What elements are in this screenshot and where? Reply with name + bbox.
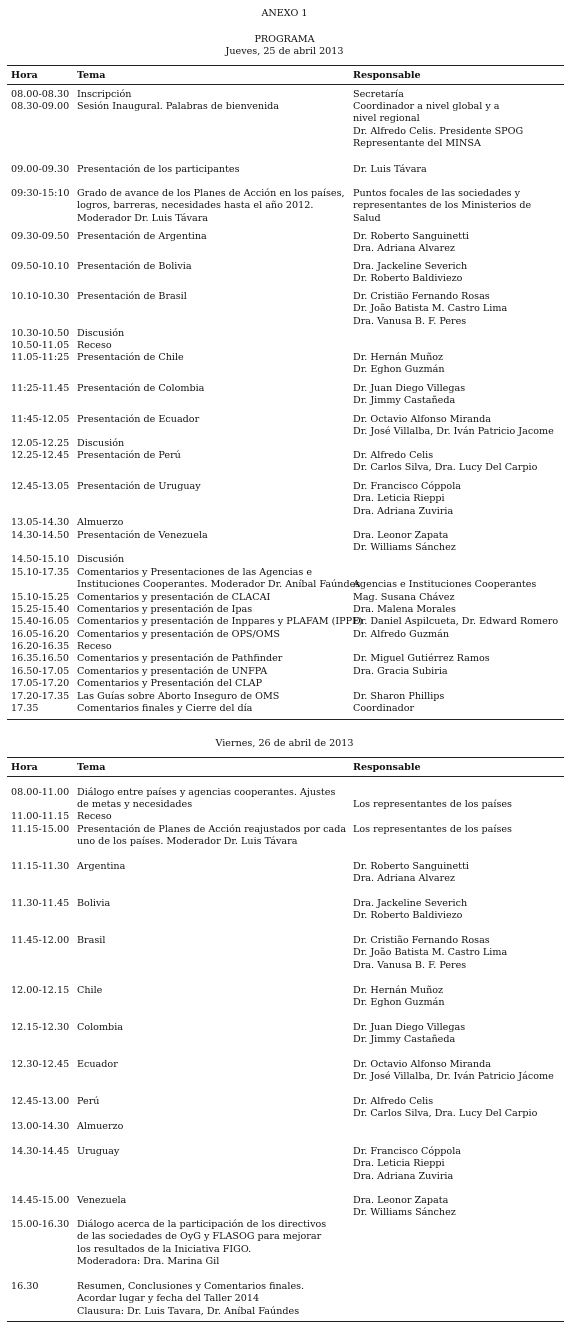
topic-cell (77, 383, 349, 395)
time-cell: 15.40-16.05 (11, 616, 70, 627)
topic-line: Presentación de Venezuela (77, 530, 208, 541)
responsible-cell (353, 231, 565, 256)
responsible-line: Dr. Hernán Muñoz (353, 985, 444, 996)
time-cell: 13.05-14.30 (11, 517, 70, 528)
topic-line: Instituciones Cooperantes. Moderador Dr. Aníbal Faúndes (77, 579, 361, 591)
topic-line: Uruguay (77, 1146, 120, 1157)
responsible-line: Dr. Juan Diego Villegas (353, 1022, 466, 1033)
responsible-line: Dr. Alfredo Celis (353, 1096, 434, 1107)
topic-cell (77, 101, 349, 113)
topic-line: Sesión Inaugural. Palabras de bienvenida (77, 101, 279, 112)
responsible-line: Representante del MINSA (353, 137, 481, 149)
topic-cell (77, 164, 349, 176)
topic-line: Presentación de Argentina (77, 231, 207, 242)
time-cell: 15.00-16.30 (11, 1219, 70, 1230)
responsible-line: Dr. Octavio Alfonso Miranda (353, 1059, 491, 1070)
time-cell: 09:30-15:10 (11, 188, 70, 199)
time-cell: 15.25-15.40 (11, 604, 70, 615)
responsible-line: Los representantes de los países (353, 799, 512, 811)
topic-cell (77, 1059, 349, 1071)
responsible-line: nivel regional (353, 113, 420, 125)
topic-cell (77, 616, 363, 628)
responsible-cell (353, 616, 565, 628)
topic-cell (77, 985, 349, 997)
program-title: PROGRAMA (254, 34, 315, 45)
time-cell: 15.10-17.35 (11, 567, 70, 578)
topic-cell (77, 678, 349, 690)
responsible-line: Dr. Eghon Guzmán (353, 997, 445, 1009)
time-cell: 12.45-13.00 (11, 1096, 70, 1107)
topic-cell (77, 691, 349, 703)
responsible-cell (353, 352, 565, 377)
topic-cell (77, 1146, 349, 1158)
time-cell: 08.30-09.00 (11, 101, 70, 112)
responsible-line: Dr. Williams Sánchez (353, 542, 456, 554)
responsible-line: Dr. Roberto Baldiviezo (353, 273, 463, 285)
topic-line: Almuerzo (77, 1121, 124, 1132)
topic-line: Comentarios y presentación de UNFPA (77, 666, 268, 677)
topic-line: Moderadora: Dra. Marina Gil (77, 1255, 220, 1267)
responsible-cell (353, 261, 565, 286)
time-cell: 16.30 (11, 1281, 39, 1292)
responsible-line: representantes de los Ministerios de (353, 200, 532, 212)
time-cell: 09.30-09.50 (11, 231, 70, 242)
responsible-line: Dra. Vanusa B. F. Peres (353, 959, 467, 971)
responsible-line: Dra. Vanusa B. F. Peres (353, 315, 467, 327)
topic-cell (77, 1195, 349, 1207)
topic-line: logros, barreras, necesidades hasta el año 2012. (77, 200, 314, 212)
time-cell: 14.30-14.50 (11, 530, 70, 541)
topic-line: Argentina (77, 861, 126, 872)
responsible-cell (353, 898, 565, 923)
responsible-line: Dr. Cristião Fernando Rosas (353, 935, 490, 946)
responsible-cell (353, 703, 565, 715)
responsible-cell (353, 188, 565, 225)
topic-line: Discusión (77, 438, 125, 449)
topic-line: Comentarios y Presentaciones de las Agencias e (77, 567, 313, 578)
topic-cell (77, 641, 349, 653)
responsible-line (353, 567, 565, 579)
responsible-line: Dra. Adriana Alvarez (353, 243, 455, 255)
responsible-line: Los representantes de los países (353, 824, 512, 835)
topic-line: Comentarios y Presentación del CLAP (77, 678, 263, 689)
topic-cell (77, 530, 349, 542)
responsible-line: Dr. Roberto Baldiviezo (353, 910, 463, 922)
topic-cell (77, 935, 349, 947)
time-cell: 15.10-15.25 (11, 592, 70, 603)
topic-line: Venezuela (77, 1195, 127, 1206)
day2-date: Viernes, 26 de abril de 2013 (215, 738, 354, 749)
responsible-cell (353, 824, 565, 836)
topic-line: Acordar lugar y fecha del Taller 2014 (77, 1293, 260, 1305)
responsible-line: Dra. Adriana Zuviria (353, 505, 454, 517)
responsible-line: Puntos focales de las sociedades y (353, 188, 521, 199)
time-cell: 14.30-14.45 (11, 1146, 70, 1157)
responsible-cell (353, 592, 565, 604)
responsible-cell (353, 985, 565, 1010)
responsible-line: Dra. Leticia Rieppi (353, 1158, 445, 1170)
topic-line: Presentación de Perú (77, 450, 181, 461)
topic-line: Moderador Dr. Luis Távara (77, 212, 209, 224)
responsible-line: Dr. Alfredo Guzmán (353, 629, 449, 640)
time-cell: 09.50-10.10 (11, 261, 70, 272)
time-cell: 12.05-12.25 (11, 438, 70, 449)
topic-line: Presentación de Colombia (77, 383, 205, 394)
day1-date: Jueves, 25 de abril 2013 (225, 46, 344, 57)
responsible-line: Secretaría (353, 89, 404, 100)
topic-cell (77, 352, 349, 364)
time-cell: 12.00-12.15 (11, 985, 70, 996)
topic-cell (77, 592, 349, 604)
responsible-cell (353, 383, 565, 408)
header-tema: Tema (77, 70, 106, 81)
header-hora: Hora (11, 762, 38, 773)
responsible-line: Dr. Miguel Gutiérrez Ramos (353, 653, 490, 664)
topic-cell (77, 450, 349, 462)
responsible-cell (353, 414, 565, 439)
time-cell: 16.35.16.50 (11, 653, 69, 664)
responsible-cell (353, 666, 565, 678)
responsible-line: Dr. Carlos Silva, Dra. Lucy Del Carpio (353, 462, 538, 474)
header-tema: Tema (77, 762, 106, 773)
responsible-line: Salud (353, 212, 381, 224)
responsible-line: Coordinador a nivel global y a (353, 101, 500, 112)
responsible-line (353, 787, 565, 799)
time-cell: 11.45-12.00 (11, 935, 70, 946)
topic-cell (77, 438, 349, 450)
time-cell: 16.20-16.35 (11, 641, 70, 652)
topic-line: Comentarios y presentación de Inppares y PLAFAM (IPPF) (77, 616, 363, 627)
responsible-line: Dr. Daniel Aspilcueta, Dr. Edward Romero (353, 616, 559, 627)
topic-line: Chile (77, 985, 103, 996)
time-cell: 11.15-15.00 (11, 824, 70, 835)
time-cell: 11.30-11.45 (11, 898, 70, 909)
topic-line: Resumen, Conclusiones y Comentarios finales. (77, 1281, 305, 1292)
topic-line: Presentación de Uruguay (77, 481, 201, 492)
topic-line: Clausura: Dr. Luis Tavara, Dr. Aníbal Faúndes (77, 1305, 300, 1317)
time-cell: 14.45-15.00 (11, 1195, 70, 1206)
topic-line: Diálogo acerca de la participación de los directivos (77, 1219, 327, 1230)
topic-cell (77, 188, 349, 225)
topic-cell (77, 629, 349, 641)
topic-cell (77, 1281, 349, 1318)
responsible-cell (353, 1059, 565, 1084)
topic-line: Presentación de Brasil (77, 291, 187, 302)
topic-cell (77, 811, 349, 823)
time-cell: 11.00-11.15 (11, 811, 70, 822)
responsible-line: Dr. Jimmy Castañeda (353, 1034, 456, 1046)
topic-cell (77, 898, 349, 910)
time-cell: 12.25-12.45 (11, 450, 70, 461)
topic-line: Comentarios finales y Cierre del día (77, 703, 253, 714)
responsible-line: Mag. Susana Chávez (353, 592, 455, 603)
responsible-cell (353, 291, 565, 328)
topic-line: Receso (77, 641, 112, 652)
time-cell: 11.05-11:25 (11, 352, 70, 363)
responsible-line: Dra. Gracia Subiria (353, 666, 448, 677)
responsible-line: Dr. João Batista M. Castro Lima (353, 303, 508, 315)
responsible-line: Dr. Alfredo Celis (353, 450, 434, 461)
responsible-cell (353, 89, 565, 101)
time-cell: 13.00-14.30 (11, 1121, 70, 1132)
topic-line: Grado de avance de los Planes de Acción en los países, (77, 188, 345, 199)
responsible-cell (353, 861, 565, 886)
responsible-line: Dr. Octavio Alfonso Miranda (353, 414, 491, 425)
topic-line: Comentarios y presentación de Pathfinder (77, 653, 283, 664)
header-hora: Hora (11, 70, 38, 81)
topic-cell (77, 666, 349, 678)
responsible-line: Dr. Roberto Sanguinetti (353, 231, 469, 242)
topic-cell (77, 231, 349, 243)
time-cell: 16.50-17.05 (11, 666, 70, 677)
responsible-line: Dra. Jackeline Severich (353, 898, 468, 909)
responsible-line: Dr. Eghon Guzmán (353, 364, 445, 376)
responsible-cell (353, 1195, 565, 1220)
responsible-line: Dr. Hernán Muñoz (353, 352, 444, 363)
time-cell: 12.45-13.05 (11, 481, 70, 492)
topic-line: de metas y necesidades (77, 799, 193, 811)
responsible-line: Dr. Carlos Silva, Dra. Lucy Del Carpio (353, 1108, 538, 1120)
topic-cell (77, 1096, 349, 1108)
topic-line: Receso (77, 811, 112, 822)
responsible-line: Dr. Luis Távara (353, 164, 427, 175)
header-responsable: Responsable (353, 762, 421, 773)
annex-title: ANEXO 1 (261, 8, 308, 19)
topic-cell (77, 1121, 349, 1133)
time-cell: 12.15-12.30 (11, 1022, 70, 1033)
topic-cell (77, 414, 349, 426)
time-cell: 17.35 (11, 703, 39, 714)
responsible-cell (353, 481, 565, 518)
responsible-line: Dr. José Villalba, Dr. Iván Patricio Jacome (353, 426, 554, 438)
responsible-line: Dra. Adriana Alvarez (353, 873, 455, 885)
responsible-cell (353, 530, 565, 555)
responsible-line: Dr. Francisco Cóppola (353, 1146, 461, 1157)
responsible-line: Dra. Adriana Zuviria (353, 1170, 454, 1182)
header-responsable: Responsable (353, 70, 421, 81)
topic-cell (77, 861, 349, 873)
topic-line: Las Guías sobre Aborto Inseguro de OMS (77, 691, 280, 702)
responsible-cell (353, 653, 565, 665)
topic-cell (77, 703, 349, 715)
topic-line: Presentación de Ecuador (77, 414, 200, 425)
time-cell: 10.50-11.05 (11, 340, 70, 351)
time-cell: 10.10-10.30 (11, 291, 70, 302)
responsible-cell (353, 567, 565, 592)
topic-cell (77, 1022, 349, 1034)
responsible-line: Dr. Francisco Cóppola (353, 481, 461, 492)
responsible-cell (353, 101, 565, 150)
day2-header-rule (7, 776, 564, 777)
responsible-cell (353, 1096, 565, 1121)
responsible-line: Coordinador (353, 703, 415, 714)
time-cell: 17.20-17.35 (11, 691, 70, 702)
responsible-line: Dra. Leticia Rieppi (353, 493, 445, 505)
time-cell: 08.00-11.00 (11, 787, 70, 798)
topic-cell (77, 517, 349, 529)
topic-line: Bolivia (77, 898, 111, 909)
responsible-line: Dr. José Villalba, Dr. Iván Patricio Jácome (353, 1071, 554, 1083)
day2-bottom-rule (7, 1321, 564, 1322)
responsible-line: Dr. Williams Sánchez (353, 1207, 456, 1219)
responsible-cell (353, 629, 565, 641)
topic-line: Diálogo entre países y agencias cooperantes. Ajustes (77, 787, 336, 798)
responsible-cell (353, 604, 565, 616)
day1-bottom-rule (7, 719, 564, 720)
responsible-line: Dr. Alfredo Celis. Presidente SPOG (353, 125, 524, 137)
responsible-line: Dr. Sharon Phillips (353, 691, 445, 702)
topic-cell (77, 291, 349, 303)
topic-cell (77, 481, 349, 493)
topic-line: Presentación de Planes de Acción reajustados por cada (77, 824, 347, 835)
topic-line: de las sociedades de OyG y FLASOG para mejorar (77, 1231, 322, 1243)
responsible-line: Dr. Juan Diego Villegas (353, 383, 466, 394)
topic-cell (77, 340, 349, 352)
topic-line: Presentación de Bolivia (77, 261, 192, 272)
responsible-cell (353, 935, 565, 972)
topic-line: uno de los países. Moderador Dr. Luis Távara (77, 836, 298, 848)
responsible-line: Dr. Cristiäo Fernando Rosas (353, 291, 490, 302)
time-cell: 10.30-10.50 (11, 328, 70, 339)
topic-line: Comentarios y presentación de CLACAI (77, 592, 271, 603)
time-cell: 17.05-17.20 (11, 678, 70, 689)
topic-line: Presentación de los participantes (77, 164, 240, 175)
responsible-cell (353, 691, 565, 703)
topic-cell (77, 824, 349, 849)
time-cell: 11:45-12.05 (11, 414, 70, 425)
topic-line: Discusión (77, 554, 125, 565)
time-cell: 11.15-11.30 (11, 861, 70, 872)
topic-line: Presentación de Chile (77, 352, 184, 363)
responsible-cell (353, 1022, 565, 1047)
topic-line: Almuerzo (77, 517, 124, 528)
time-cell: 12.30-12.45 (11, 1059, 70, 1070)
time-cell: 16.05-16.20 (11, 629, 70, 640)
topic-cell (77, 261, 349, 273)
topic-cell (77, 604, 349, 616)
responsible-cell (353, 450, 565, 475)
topic-line: Brasil (77, 935, 106, 946)
topic-line: Comentarios y presentación de OPS/OMS (77, 629, 280, 640)
topic-cell (77, 653, 349, 665)
time-cell: 11:25-11.45 (11, 383, 70, 394)
topic-cell (77, 787, 349, 812)
responsible-cell (353, 787, 565, 812)
day2-top-rule (7, 757, 564, 758)
topic-line: Inscripción (77, 89, 132, 100)
topic-cell (77, 567, 361, 592)
topic-cell (77, 1219, 349, 1268)
responsible-line: Dra. Jackeline Severich (353, 261, 468, 272)
time-cell: 08.00-08.30 (11, 89, 70, 100)
responsible-line: Dra. Leonor Zapata (353, 1195, 449, 1206)
responsible-line: Dr. Roberto Sanguinetti (353, 861, 469, 872)
responsible-cell (353, 1146, 565, 1183)
responsible-line: Dr. Jimmy Castañeda (353, 395, 456, 407)
responsible-line: Dra. Malena Morales (353, 604, 456, 615)
day1-header-rule (7, 84, 564, 85)
topic-line: Discusión (77, 328, 125, 339)
topic-cell (77, 328, 349, 340)
topic-line: Receso (77, 340, 112, 351)
topic-line: Ecuador (77, 1059, 118, 1070)
responsible-line: Agencias e Instituciones Cooperantes (353, 579, 537, 591)
topic-cell (77, 89, 349, 101)
time-cell: 09.00-09.30 (11, 164, 70, 175)
topic-line: Perú (77, 1096, 100, 1107)
time-cell: 14.50-15.10 (11, 554, 70, 565)
responsible-cell (353, 164, 565, 176)
topic-cell (77, 554, 349, 566)
day1-top-rule (7, 65, 564, 66)
topic-line: Colombia (77, 1022, 123, 1033)
topic-line: Comentarios y presentación de Ipas (77, 604, 253, 615)
responsible-line: Dr. João Batista M. Castro Lima (353, 947, 508, 959)
topic-line: los resultados de la Iniciativa FIGO. (77, 1243, 252, 1255)
responsible-line: Dra. Leonor Zapata (353, 530, 449, 541)
